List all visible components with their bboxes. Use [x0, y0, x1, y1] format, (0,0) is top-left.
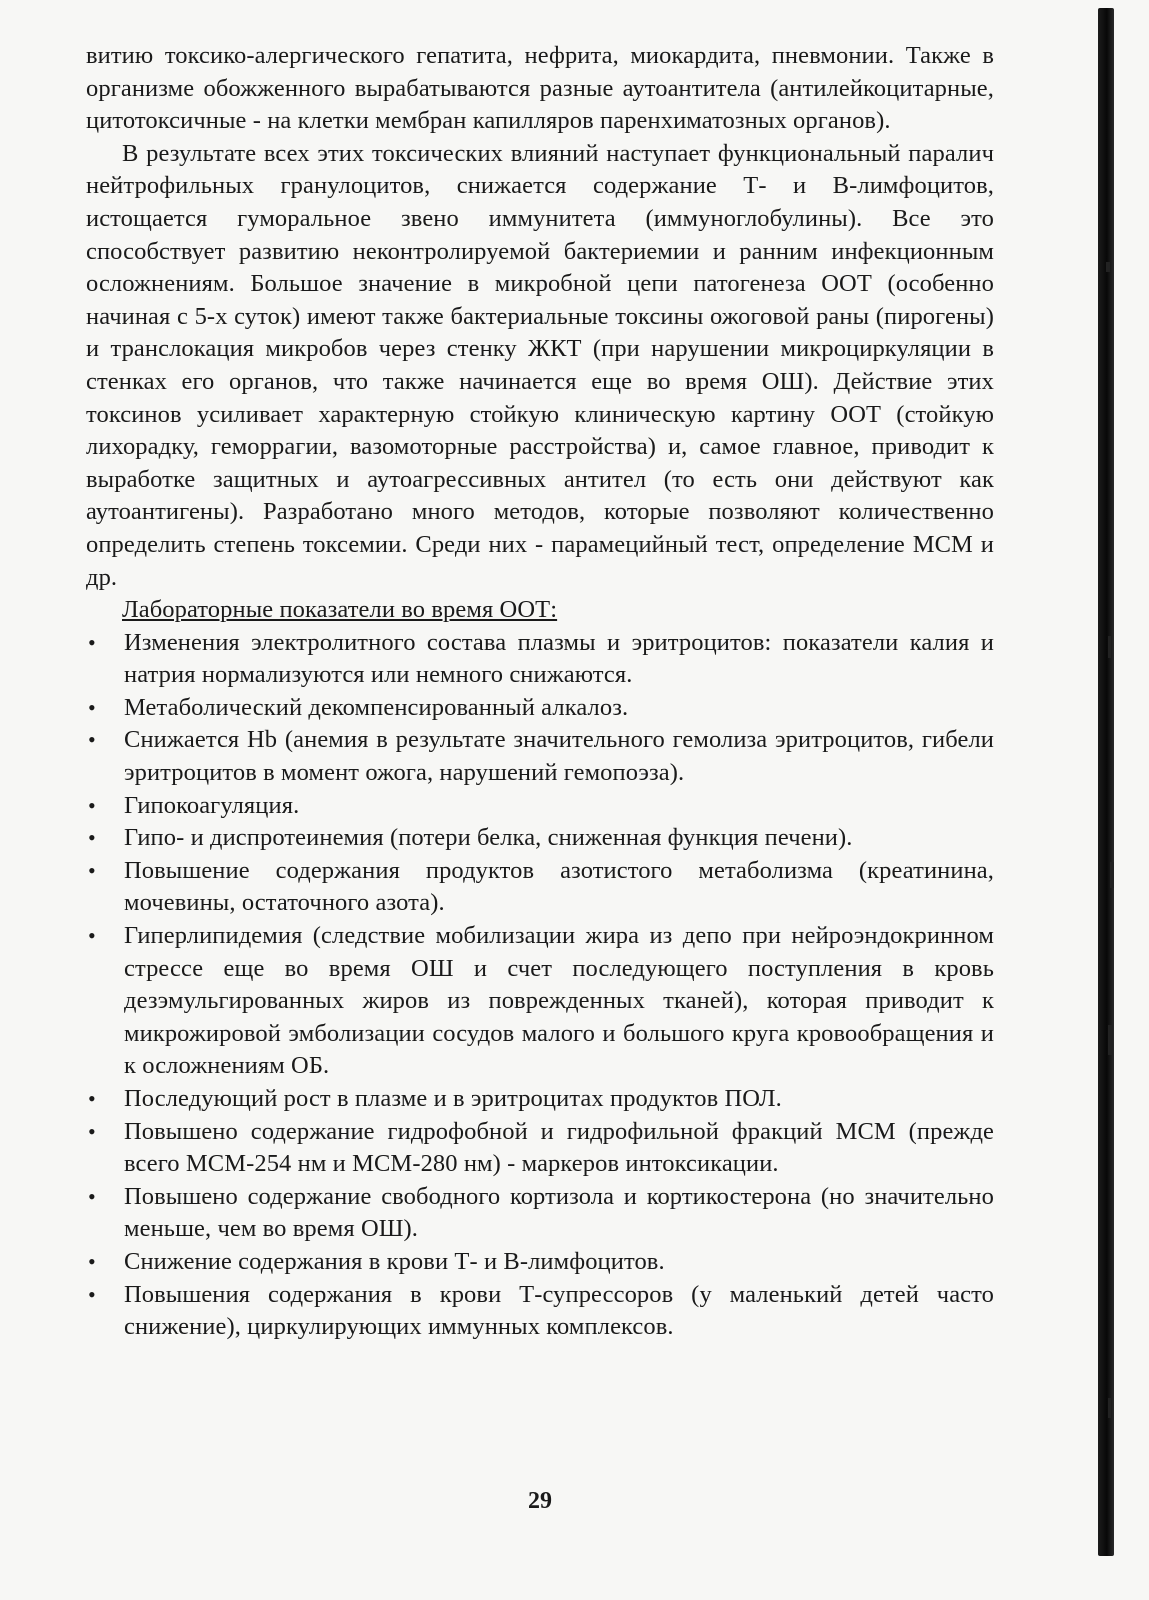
list-item-text: Последующий рост в плазме и в эритроцитах продуктов ПОЛ. — [124, 1085, 782, 1112]
list-item-text: Метаболический декомпенсированный алкалоз. — [124, 693, 629, 721]
scan-speck — [1110, 862, 1114, 888]
scan-edge-shadow — [1098, 8, 1114, 1556]
bullet-icon: • — [88, 694, 96, 720]
list-item-text: Повышения содержания в крови Т-супрессоров (у маленький детей часто снижение), циркулирующих иммунных комплексов. — [124, 1280, 994, 1341]
list-item — [86, 692, 994, 725]
scan-speck — [1108, 636, 1111, 658]
list-item — [86, 1279, 994, 1344]
list-item — [86, 790, 994, 823]
list-item-text: Снижается Hb (анемия в результате значительного гемолиза эритроцитов, гибели эритроцитов в момент ожога, нарушений гемопоэза). — [124, 726, 994, 787]
list-item-text: Гиперлипидемия (следствие мобилизации жира из депо при нейроэндокринном стрессе еще во время ОШ и счет последующего поступления в кровь дезэмульгированных жиров из поврежденных тканей), которая приводит к микрожировой эмболизации сосудов малого и большого круга кровообращения и к осложнениям ОБ. — [124, 922, 994, 1080]
list-item — [86, 627, 994, 692]
lab-indicators-list — [86, 627, 994, 1344]
bullet-icon: • — [88, 825, 96, 851]
bullet-icon: • — [88, 1086, 96, 1111]
scan-speck — [1106, 262, 1110, 272]
list-item — [86, 822, 994, 855]
scan-speck — [1108, 1398, 1111, 1418]
list-item-text: Повышено содержание свободного кортизола и кортикостерона (но значительно меньше, чем во время ОШ). — [124, 1182, 994, 1243]
bullet-icon: • — [88, 629, 96, 655]
intro-paragraph: витию токсико-алергического гепатита, нефрита, миокардита, пневмонии. Также в организме обожженного вырабатываются разные аутоантитела (антилейкоцитарные, цитотоксичные - на клетки мембран капилляров паренхиматозных органов). — [86, 42, 994, 135]
list-item-text: Повышение содержания продуктов азотистого метаболизма (креатинина, мочевины, остаточного азота). — [124, 856, 994, 917]
list-item — [86, 920, 994, 1083]
list-item-text: Изменения электролитного состава плазмы и эритроцитов: показатели калия и натрия нормализуются или немного снижаются. — [124, 628, 994, 689]
list-item — [86, 855, 994, 920]
main-paragraph: В результате всех этих токсических влияний наступает функциональный паралич нейтрофильных гранулоцитов, снижается содержание Т- и В-лимфоцитов, истощается гуморальное звено иммунитета (иммуноглобулины). Все это способствует развитию неконтролируемой бактериемии и ранним инфекционным осложнениям. Большое значение в микробной цепи патогенеза ООТ (особенно начиная с 5-х суток) имеют также бактериальные токсины ожоговой раны (пирогены) и транслокация микробов через стенку ЖКТ (при нарушении микроциркуляции в стенках его органов, что также начинается еще во время ОШ). Действие этих токсинов усиливает характерную стойкую клиническую картину ООТ (стойкую лихорадку, геморрагии, вазомоторные расстройства) и, самое главное, приводит к выработке защитных и аутоагрессивных антител (то есть они действуют как аутоантигены). Разработано много методов, которые позволяют количественно определить степень токсемии. Среди них - парамецийный тест, определение МСМ и др. — [86, 139, 994, 591]
list-item — [86, 1246, 994, 1279]
list-item — [86, 724, 994, 789]
bullet-icon: • — [88, 1118, 96, 1144]
bullet-icon: • — [88, 923, 96, 949]
bullet-icon: • — [88, 792, 96, 818]
bullet-icon: • — [88, 1183, 96, 1209]
bullet-icon: • — [88, 727, 96, 753]
list-item-text: Повышено содержание гидрофобной и гидрофильной фракций МСМ (прежде всего МСМ-254 нм и МСМ-280 нм) - маркеров интоксикации. — [124, 1117, 994, 1178]
list-item-text: Гипокоагуляция. — [124, 791, 300, 819]
list-item — [86, 1083, 994, 1116]
list-item-text: Снижение содержания в крови Т- и В-лимфоцитов. — [124, 1247, 665, 1275]
document-page — [86, 40, 994, 1344]
list-item — [86, 1181, 994, 1246]
scan-speck — [1108, 1025, 1113, 1055]
list-item — [86, 1116, 994, 1181]
lab-indicators-heading: Лабораторные показатели во время ООТ: — [122, 596, 558, 624]
list-item-text: Гипо- и диспротеинемия (потери белка, сниженная функция печени). — [124, 824, 853, 852]
bullet-icon: • — [88, 1281, 96, 1307]
bullet-icon: • — [88, 857, 96, 883]
bullet-icon: • — [88, 1248, 96, 1274]
page-number: 29 — [528, 1488, 552, 1514]
